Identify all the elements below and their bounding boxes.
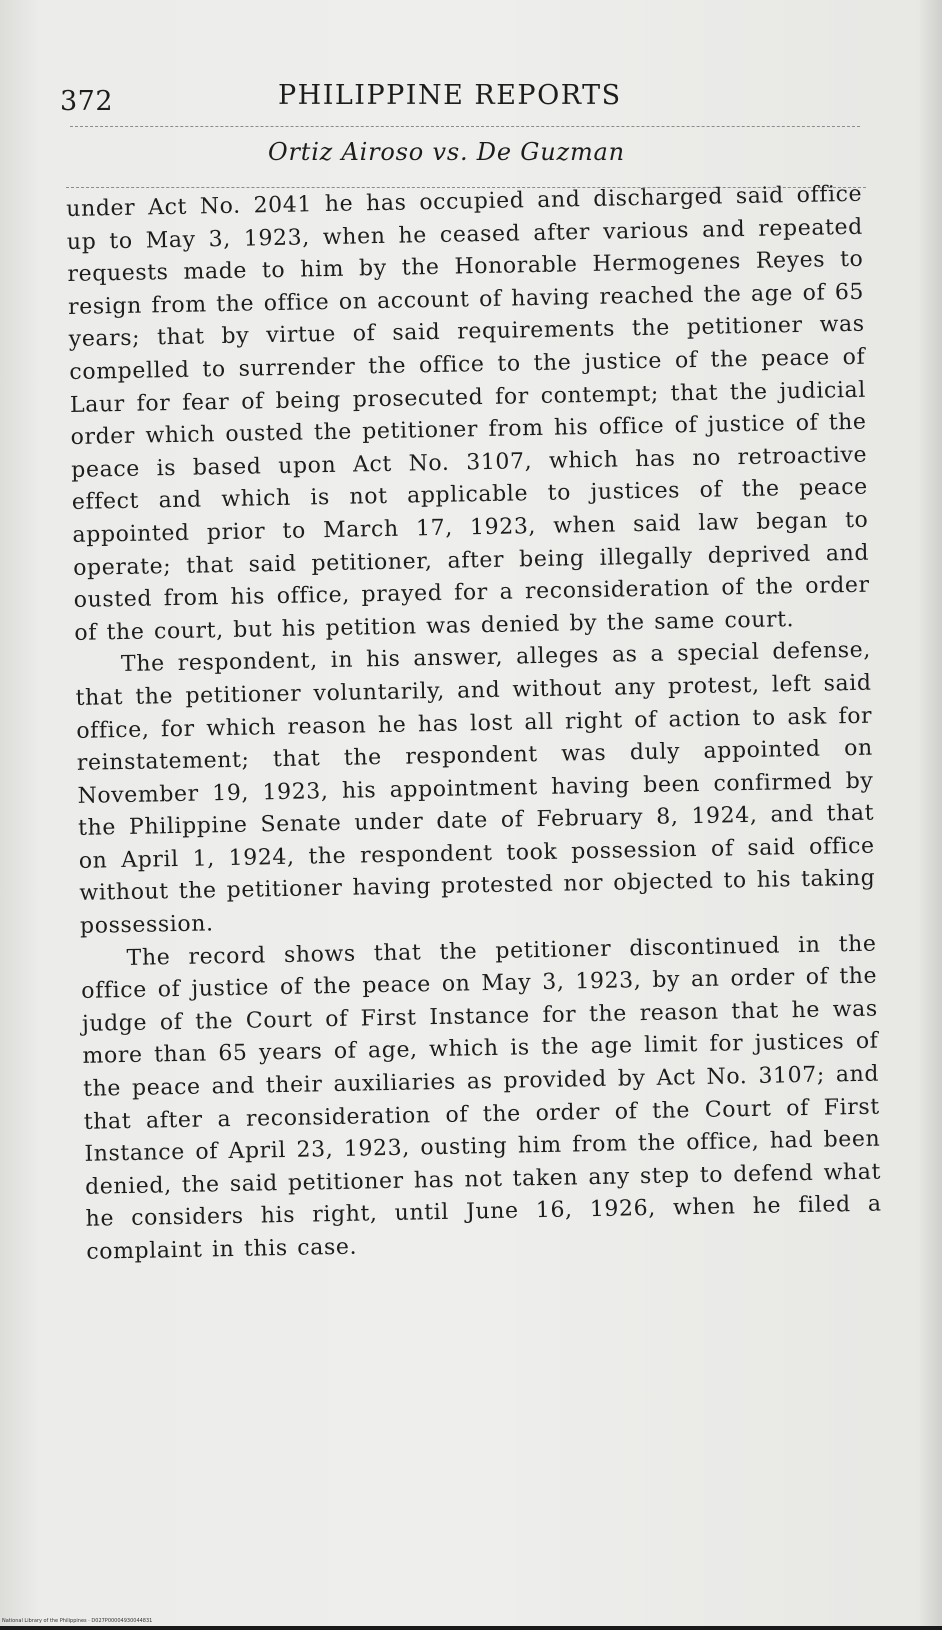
running-head: PHILIPPINE REPORTS — [278, 80, 622, 111]
body-text — [66, 179, 883, 1270]
header-rule-top — [70, 126, 860, 127]
paragraph-continuation: under Act No. 2041 he has occupied and discharged said office up to May 3, 1923, when he ceased after various and repeated requests made to him by the Honorable Hermogenes Reyes to resign from the office on account of having reached the age of 65 years; that by virtue of said requirements the petitioner was compelled to surrender the office to the justice of the peace of Laur for fear of being prosecuted for contempt; that the judicial order which ousted the petitioner from his office of justice of the peace is based upon Act No. 3107, which has no retroactive effect and which is not applicable to justices of the peace appointed prior to March 17, 1923, when said law began to operate; that said petitioner, after being illegally deprived and ousted from his office, prayed for a reconsideration of the order of the court, but his petition was denied by the same court. — [66, 181, 870, 646]
case-title: Ortiz Airoso vs. De Guzman — [268, 138, 625, 166]
footer-line — [0, 1626, 942, 1630]
paragraph-record: The record shows that the petitioner discontinued in the office of justice of the peace on May 3, 1923, by an order of the judge of the Court of First Instance for the reason that he was more than 65 years of age, which is the age limit for justices of the peace and their auxiliaries as provided by Act No. 3107; and that after a reconsideration of the order of the Court of First Instance of April 23, 1923, ousting him from the office, had been denied, the said petitioner has not taken any step to defend what he considers his right, until June 16, 1926, when he filed a complaint in this case. — [81, 931, 882, 1265]
paragraph-respondent-answer: The respondent, in his answer, alleges as a special defense, that the petitioner voluntarily, and without any protest, left said office, for which reason he has lost all right of action to ask for reinstatement; that the respondent was duly appointed on November 19, 1923, his appointment having been confirmed by the Philippine Senate under date of February 8, 1924, and that on April 1, 1924, the respondent took possession of said office without the petitioner having protested nor objected to his taking possession. — [75, 637, 876, 939]
page-edge-shadow — [920, 0, 942, 1630]
library-stamp: National Library of the Philippines · D027P00004930044831 — [2, 1618, 153, 1624]
page-number: 372 — [60, 86, 114, 117]
